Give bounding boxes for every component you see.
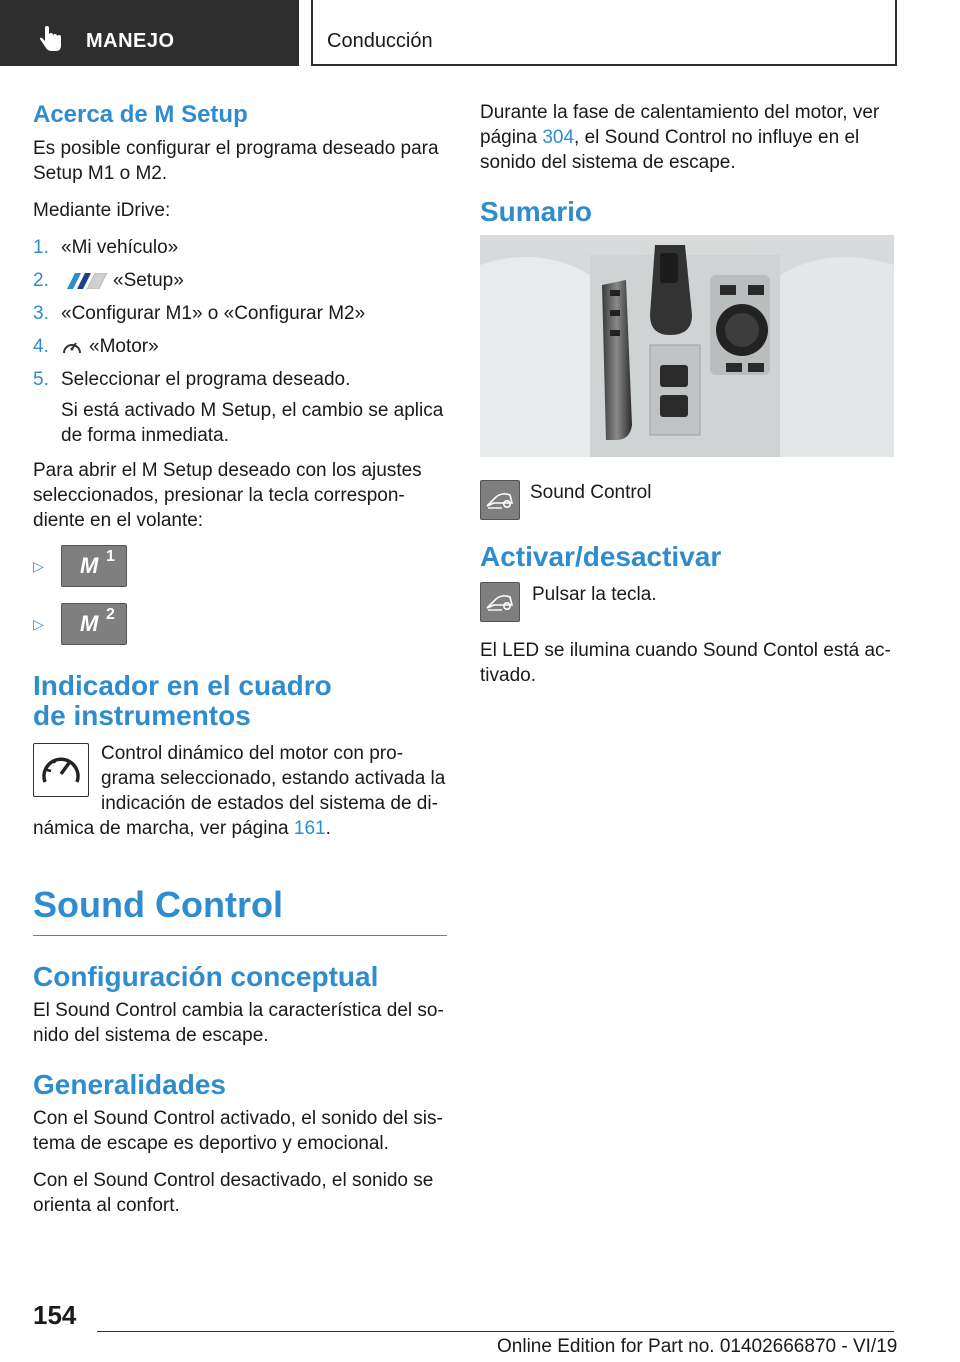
sound-control-heading: Sound Control bbox=[33, 885, 447, 936]
sound-control-button-icon bbox=[480, 582, 520, 622]
press-key-text: Pulsar la tecla. bbox=[532, 584, 657, 605]
about-paragraph-3: Para abrir el M Setup deseado con los ajustes seleccionados, presionar la tecla correspon-diente en el volante: bbox=[33, 460, 422, 531]
list-item: 2. «Setup» bbox=[33, 270, 184, 291]
about-m-setup-heading: Acerca de M Setup bbox=[33, 101, 248, 128]
page-number: 154 bbox=[33, 1300, 77, 1330]
section-tab bbox=[0, 0, 299, 66]
hand-pointer-icon bbox=[38, 26, 66, 54]
led-text: El LED se ilumina cuando Sound Contol está ac-tivado. bbox=[480, 640, 891, 686]
chapter-tab bbox=[311, 0, 897, 66]
press-key-row bbox=[480, 582, 894, 622]
list-item: 5. Seleccionar el programa deseado. Si está activado M Setup, el cambio se aplica de forma inmediata. bbox=[33, 367, 447, 448]
list-item: 3. «Configurar M1» o «Configurar M2» bbox=[33, 303, 366, 324]
step-5-note: Si está activado M Setup, el cambio se aplica de forma inmediata. bbox=[61, 400, 444, 446]
right-column bbox=[480, 100, 894, 700]
activate-heading: Activar/desactivar bbox=[480, 541, 722, 572]
page-link-161[interactable]: 161 bbox=[293, 818, 326, 839]
list-item: 1. «Mi vehículo» bbox=[33, 237, 179, 258]
list-item: 4. «Motor» bbox=[33, 336, 159, 357]
warmup-text: Durante la fase de calentamiento del motor, ver página 304, el Sound Control no influye en el sonido del sistema de escape. bbox=[480, 102, 880, 173]
page-link-304[interactable]: 304 bbox=[542, 127, 575, 148]
triangle-bullet-icon: ▷ bbox=[33, 615, 44, 632]
general-paragraph-2: Con el Sound Control desactivado, el sonido se orienta al confort. bbox=[33, 1170, 434, 1216]
footer-divider bbox=[97, 1331, 894, 1332]
general-heading: Generalidades bbox=[33, 1069, 226, 1100]
sound-control-row bbox=[480, 480, 894, 520]
concept-heading: Configuración conceptual bbox=[33, 961, 379, 992]
m-stripes-icon bbox=[61, 273, 107, 289]
indicator-text: Control dinámico del motor con pro-grama seleccionado, estando activada la indicación de estados del sistema de di-námica de marcha, ver página 161. bbox=[33, 743, 446, 839]
edition-note: Online Edition for Part no. 01402666870 - VI/19 bbox=[497, 1336, 898, 1357]
indicator-heading: Indicador en el cuadro de instrumentos bbox=[33, 670, 332, 731]
about-paragraph-1: Es posible configurar el programa deseado para Setup M1 o M2. bbox=[33, 138, 439, 184]
sound-control-button-icon bbox=[480, 480, 520, 520]
setup-steps-list bbox=[33, 235, 447, 448]
indicator-block bbox=[33, 741, 447, 841]
about-paragraph-2: Mediante iDrive: bbox=[33, 200, 171, 221]
triangle-bullet-icon: ▷ bbox=[33, 557, 44, 574]
engine-gauge-icon bbox=[61, 337, 83, 357]
list-item bbox=[33, 545, 447, 587]
section-label: MANEJO bbox=[86, 30, 175, 52]
chapter-title: Conducción bbox=[327, 30, 433, 52]
dynamic-gauge-icon bbox=[33, 743, 89, 797]
general-paragraph-1: Con el Sound Control activado, el sonido del sis-tema de escape es deportivo y emocional. bbox=[33, 1108, 443, 1154]
m1-button-icon: M 1 bbox=[61, 545, 127, 587]
m2-button-icon: M 2 bbox=[61, 603, 127, 645]
center-console-photo bbox=[480, 235, 894, 457]
page-header bbox=[0, 0, 960, 66]
left-column bbox=[33, 100, 447, 1230]
summary-heading: Sumario bbox=[480, 196, 593, 227]
list-item bbox=[33, 603, 447, 645]
concept-text: El Sound Control cambia la característica del so-nido del sistema de escape. bbox=[33, 1000, 444, 1046]
sound-control-label: Sound Control bbox=[530, 482, 652, 503]
